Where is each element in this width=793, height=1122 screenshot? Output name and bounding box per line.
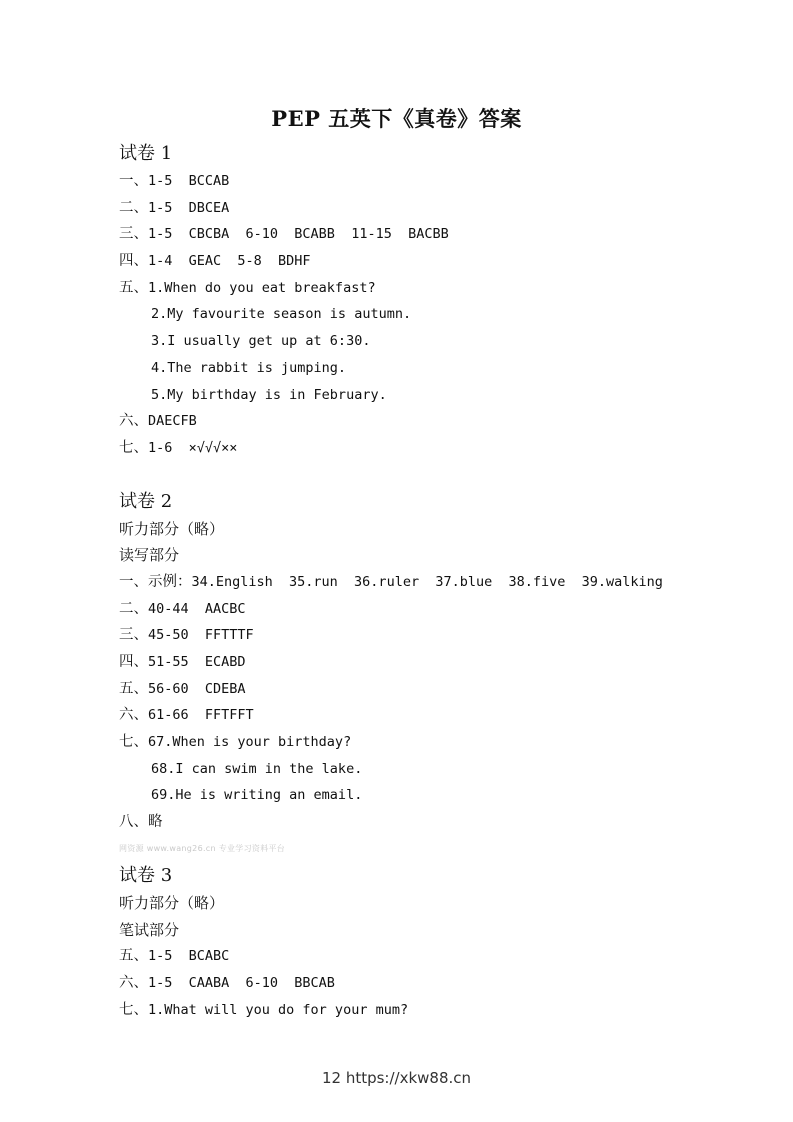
paper2-q7 — [119, 729, 759, 756]
paper3-listening: 听力部分（略） — [119, 893, 225, 912]
q-answer: 40-44 AACBC — [148, 600, 246, 617]
q-label: 七、 — [119, 734, 148, 751]
paper2-q6 — [119, 702, 759, 729]
answer-content — [119, 140, 759, 1023]
paper1-q3 — [119, 221, 759, 248]
q-answer: 1-5 BCABC — [148, 948, 230, 965]
q-answer: 1-5 BCCAB — [148, 173, 230, 189]
paper3-q7 — [119, 997, 759, 1024]
paper1-q1 — [119, 168, 759, 195]
paper2-reading-writing: 读写部分 — [119, 546, 180, 565]
q-label: 二、 — [119, 600, 148, 617]
paper2-q1 — [119, 569, 759, 596]
paper2-q7-answer — [119, 756, 759, 783]
paper1-q2 — [119, 195, 759, 222]
section-spacer — [119, 462, 759, 488]
q-answer: 1.When do you eat breakfast? — [148, 279, 376, 296]
paper2-q3 — [119, 622, 759, 649]
paper3-q5 — [119, 943, 759, 970]
q-answer: 68.I can swim in the lake. — [151, 760, 363, 777]
watermark: 网资源 www.wang26.cn 专业学习资料平台 — [119, 844, 286, 853]
q-label: 七、 — [119, 1001, 148, 1018]
paper1-q4 — [119, 248, 759, 275]
q-answer: 1-6 ×√√√×× — [148, 439, 238, 456]
q-answer: 67.When is your birthday? — [148, 734, 352, 751]
paper1-q7 — [119, 435, 759, 462]
q-answer: 3.I usually get up at 6:30. — [151, 333, 371, 350]
q-answer: 4.The rabbit is jumping. — [151, 359, 347, 376]
q-answer: 2.My favourite season is autumn. — [151, 306, 412, 323]
q-answer: 56-60 CDEBA — [148, 680, 246, 697]
paper3-written: 笔试部分 — [119, 920, 180, 939]
q-label: 六、 — [119, 413, 148, 430]
paper2-heading: 试卷 2 — [119, 490, 173, 512]
q-label: 七、 — [119, 439, 148, 456]
page-footer[interactable]: 12 https://xkw88.cn — [321, 1069, 472, 1087]
q-label: 八、 — [119, 814, 148, 831]
q-label: 一、示例： — [119, 573, 192, 590]
q-label: 五、 — [119, 680, 148, 697]
paper1-q5 — [119, 275, 759, 302]
paper1-q5-answer — [119, 301, 759, 328]
q-answer: 1.What will you do for your mum? — [148, 1001, 409, 1018]
paper2-q8 — [119, 809, 759, 836]
paper3-heading: 试卷 3 — [119, 864, 173, 886]
q-label: 三、 — [119, 226, 148, 243]
q-answer: 51-55 ECABD — [148, 654, 246, 670]
q-answer: 略 — [148, 814, 163, 831]
q-answer: 69.He is writing an email. — [151, 787, 363, 804]
q-label: 六、 — [119, 974, 148, 991]
paper2-listening: 听力部分（略） — [119, 519, 225, 538]
paper2-q2 — [119, 596, 759, 623]
paper2-q4 — [119, 649, 759, 676]
q-answer: 45-50 FFTTTF — [148, 627, 254, 644]
paper3-q6 — [119, 970, 759, 997]
paper1-heading: 试卷 1 — [119, 143, 173, 164]
q-label: 三、 — [119, 627, 148, 644]
paper1-q5-answer — [119, 355, 759, 382]
q-label: 一、 — [119, 173, 148, 189]
paper1-q6 — [119, 408, 759, 435]
q-label: 四、 — [119, 253, 148, 270]
q-answer: 5.My birthday is in February. — [151, 386, 387, 403]
q-label: 四、 — [119, 654, 148, 670]
paper2-q5 — [119, 676, 759, 703]
q-answer: 1-4 GEAC 5-8 BDHF — [148, 253, 311, 270]
q-answer: 1-5 DBCEA — [148, 199, 230, 216]
q-label: 六、 — [119, 707, 148, 724]
paper1-q5-answer — [119, 382, 759, 409]
q-label: 五、 — [119, 948, 148, 965]
q-label: 二、 — [119, 199, 148, 216]
paper2-q7-answer — [119, 782, 759, 809]
paper1-q5-answer — [119, 328, 759, 355]
q-answer: 1-5 CBCBA 6-10 BCABB 11-15 BACBB — [148, 226, 449, 243]
q-answer: 61-66 FFTFFT — [148, 707, 254, 724]
page-title: PEP 五英下《真卷》答案 — [271, 106, 522, 131]
q-label: 五、 — [119, 279, 148, 296]
q-answer: 1-5 CAABA 6-10 BBCAB — [148, 974, 335, 991]
q-answer: 34.English 35.run 36.ruler 37.blue 38.five 39.walking — [191, 573, 663, 590]
q-answer: DAECFB — [148, 413, 197, 430]
